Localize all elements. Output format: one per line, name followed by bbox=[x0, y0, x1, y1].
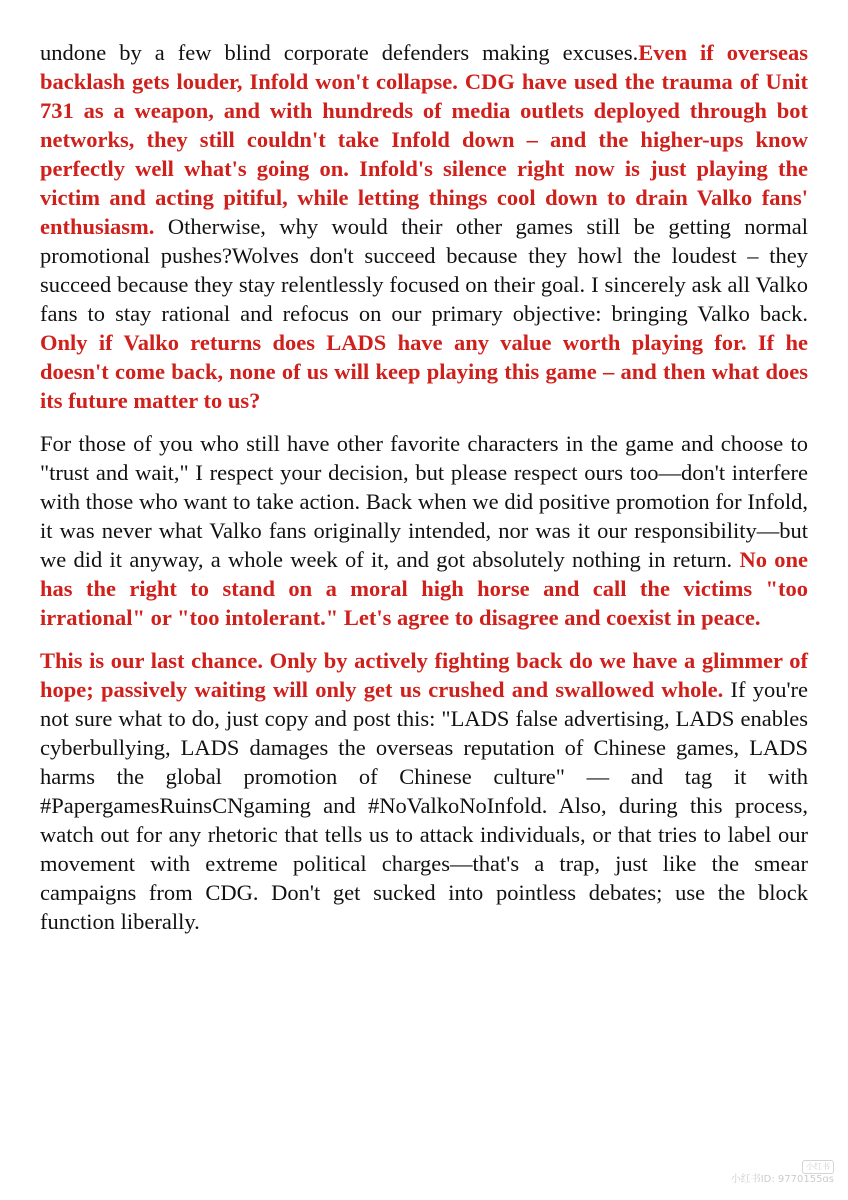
document-body bbox=[40, 38, 808, 950]
paragraph-3-segment-1: If you're not sure what to do, just copy and post this: "LADS false advertising, LADS enables cyberbullying, LADS damages the overseas reputation of Chinese games, LADS harms the global promotion of Chinese culture" — and tag it with #PapergamesRuinsCNgaming and #NoValkoNoInfold. Also, during this process, watch out for any rhetoric that tells us to attack individuals, or that tries to label our movement with extreme political charges—that's a trap, just like the smear campaigns from CDG. Don't get sucked into pointless debates; use the block function liberally. bbox=[40, 677, 808, 934]
paragraph-2-highlight-1: No one has the right to stand on a moral high horse and call the victims "too irrational" or "too intolerant." Let's agree to disagree and coexist in peace. bbox=[40, 547, 808, 630]
watermark-logo: 小红书 bbox=[802, 1160, 834, 1174]
paragraph-1-highlight-1: Even if overseas backlash gets louder, Infold won't collapse. CDG have used the trauma of Unit 731 as a weapon, and with hundreds of media outlets deployed through bot networks, they still couldn't take Infold down – and the higher-ups know perfectly well what's going on. Infold's silence right now is just playing the victim and acting pitiful, while letting things cool down to drain Valko fans' enthusiasm. bbox=[40, 40, 808, 239]
paragraph-1-segment-2: Otherwise, why would their other games still be getting normal promotional pushes?Wolves don't succeed because they howl the loudest – they succeed because they stay relentlessly focused on their goal. I sincerely ask all Valko fans to stay rational and refocus on our primary objective: bringing Valko back. bbox=[40, 214, 808, 326]
paragraph-3-highlight-1: This is our last chance. Only by actively fighting back do we have a glimmer of hope; passively waiting will only get us crushed and swallowed whole. bbox=[40, 648, 808, 702]
paragraph-1-segment-1: undone by a few blind corporate defenders making excuses. bbox=[40, 40, 639, 65]
paragraph-2 bbox=[40, 429, 808, 632]
paragraph-3 bbox=[40, 646, 808, 936]
watermark-id: 小红书ID: 9770155ɑs bbox=[730, 1174, 834, 1185]
watermark bbox=[731, 1160, 834, 1186]
paragraph-1 bbox=[40, 38, 808, 415]
paragraph-1-highlight-2: Only if Valko returns does LADS have any value worth playing for. If he doesn't come back, none of us will keep playing this game – and then what does its future matter to us? bbox=[40, 330, 808, 413]
paragraph-2-segment-1: For those of you who still have other favorite characters in the game and choose to "trust and wait," I respect your decision, but please respect ours too—don't interfere with those who want to take action. Back when we did positive promotion for Infold, it was never what Valko fans originally intended, nor was it our responsibility—but we did it anyway, a whole week of it, and got absolutely nothing in return. bbox=[40, 431, 808, 572]
